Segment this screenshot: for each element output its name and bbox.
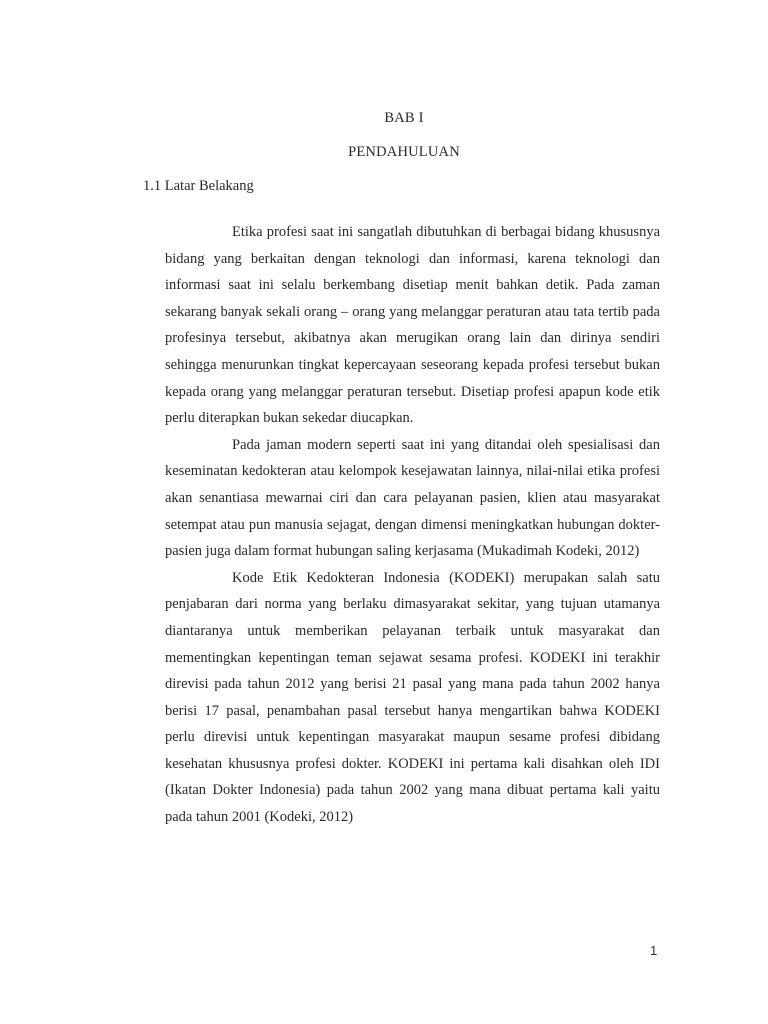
paragraph: Etika profesi saat ini sangatlah dibutuhkan di berbagai bidang khususnya bidang yang berkaitan dengan teknologi dan informasi, karena teknologi dan informasi saat ini selalu berkembang disetiap menit bahkan detik. Pada zaman sekarang banyak sekali orang – orang yang melanggar peraturan atau tata tertib pada profesinya tersebut, akibatnya akan merugikan orang lain dan dirinya sendiri sehingga menurunkan tingkat kepercayaan seseorang kepada profesi tersebut bukan kepada orang yang melanggar peraturan tersebut. Disetiap profesi apapun kode etik perlu diterapkan bukan sekedar diucapkan.	[165, 224, 660, 427]
body-text	[165, 219, 660, 831]
paragraph: Pada jaman modern seperti saat ini yang ditandai oleh spesialisasi dan keseminatan kedokteran atau kelompok kesejawatan lainnya, nilai-nilai etika profesi akan senantiasa mewarnai ciri dan cara pelayanan pasien, klien atau masyarakat setempat atau pun manusia sejagat, dengan dimensi meningkatkan hubungan dokter-pasien juga dalam format hubungan saling kerjasama (Mukadimah Kodeki, 2012)	[165, 436, 660, 560]
chapter-number: BAB I	[384, 110, 424, 126]
section-heading: 1.1 Latar Belakang	[143, 178, 254, 194]
chapter-title: PENDAHULUAN	[348, 144, 460, 160]
page-number: 1	[650, 943, 658, 958]
paragraph: Kode Etik Kedokteran Indonesia (KODEKI) merupakan salah satu penjabaran dari norma yang berlaku dimasyarakat sekitar, yang tujuan utamanya diantaranya untuk memberikan pelayanan terbaik untuk masyarakat dan mementingkan kepentingan teman sejawat sesama profesi. KODEKI ini terakhir direvisi pada tahun 2012 yang berisi 21 pasal yang mana pada tahun 2002 hanya berisi 17 pasal, penambahan pasal tersebut hanya mengartikan bahwa KODEKI perlu direvisi untuk kepentingan masyarakat maupun sesame profesi dibidang kesehatan khususnya profesi dokter. KODEKI ini pertama kali disahkan oleh IDI (Ikatan Dokter Indonesia) pada tahun 2002 yang mana dibuat pertama kali yaitu pada tahun 2001 (Kodeki, 2012)	[165, 569, 660, 826]
